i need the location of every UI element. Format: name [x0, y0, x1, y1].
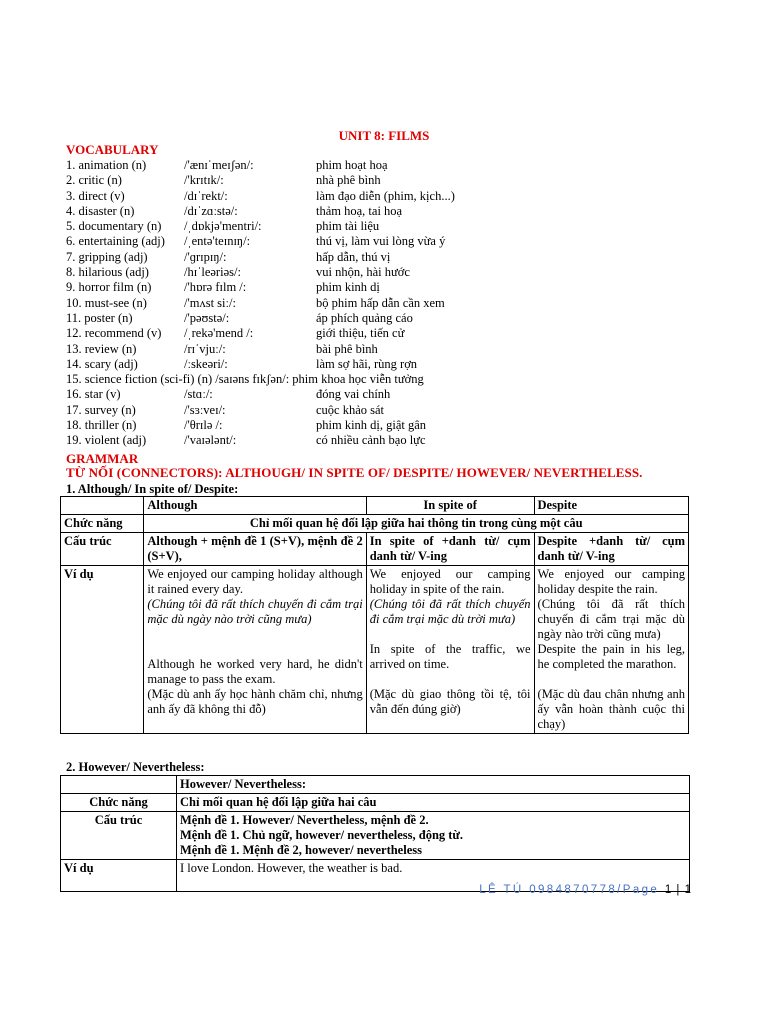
- example-cell: [366, 566, 534, 734]
- example-text: Although he worked very hard, he didn't manage to pass the exam.: [147, 657, 363, 686]
- footer-page-label: /Page: [617, 884, 660, 896]
- page-footer: [479, 884, 692, 896]
- page-title: UNIT 8: FILMS: [338, 128, 430, 143]
- table-row: [61, 812, 690, 860]
- column-header: Despite: [534, 497, 688, 515]
- structure-cell: In spite of +danh từ/ cụm danh từ/ V-ing: [366, 533, 534, 566]
- table-cell: [61, 497, 144, 515]
- table-row: [61, 533, 689, 566]
- example-translation: (Chúng tôi đã rất thích chuyến đi cắm trại mặc dù ngày nào trời cũng mưa): [147, 597, 363, 626]
- example-cell: [144, 566, 366, 734]
- example-translation: (Chúng tôi đã rất thích chuyến đi cắm trại mặc dù trời mưa): [369, 597, 531, 626]
- section2-heading: 2. However/ Nevertheless:: [66, 760, 205, 774]
- table-row: [61, 794, 690, 812]
- example-text: We enjoyed our camping holiday in spite of the rain.: [369, 567, 531, 596]
- table-row: [61, 566, 689, 734]
- structure-line: Mệnh đề 1. However/ Nevertheless, mệnh đề 2.: [180, 813, 429, 827]
- example-translation: (Mặc dù giao thông tồi tệ, tôi vẫn đến đúng giờ): [369, 687, 531, 716]
- table-row: [61, 515, 689, 533]
- vocabulary-heading: VOCABULARY: [66, 142, 159, 157]
- example-text: We enjoyed our camping holiday despite the rain.: [537, 567, 685, 596]
- document-page: UNIT 8: FILMS VOCABULARY 1. animation (n) /'ænɪˈmeɪʃən/: phim hoạt hoạ 2. critic (n) /'krɪtɪk/: nhà phê bình 3. direct (v) /dɪˈrekt/: làm đạo diễn (phim, kịch...) 4. disaster (n) /dɪˈzɑːstə/: thảm hoạ, tai hoạ 5. documentary (n) /ˌdɒkjə'mentri/: phim tài liệu 6. entertaining (adj) /ˌentə'teɪnɪŋ/: thú vị, làm vui lòng vừa ý 7. gripping (adj) /'ɡrɪpɪŋ/: hấp dẫn, thú vị 8. hilarious (adj) /hɪˈleəriəs/: vui nhộn, hài hước 9. horror film (n) /'hɒrə fɪlm /: phim kinh dị 10. must-see (n) /'mʌst siː/: bộ phim hấp dẫn cần xem 11. poster (n) /'pəʊstə/: áp phích quảng cáo 12. recommend (v) /ˌrekə'mend /: giới thiệu, tiến cử 13. review (n) /rɪˈvjuː/: bài phê bình 14. scary (adj) /ːskeəri/: làm sợ hãi, rùng rợn 15. science fiction (sci-fi) (n) /saɪəns fɪkʃən/: phim khoa học viễn tưởng 16. star (v) /stɑː/: đóng vai chính 17. survey (n) /'sɜːveɪ/: cuộc khảo sát 18. thriller (n) /'θrɪlə /: phim kinh dị, giật gân 19. violent (adj) /'vaɪələnt/: có nhiều cảnh bạo lực GRAMMAR TỪ NỐI (CONNECTORS): ALTHOUGH/ IN SPITE OF/ DESPITE/ HOWEVER/ NEVERTHELESS. 1. Although/ In spite of/ Despite: Although In spite of Despite Chức năng Chỉ mối quan hệ đối lập giữa hai thông tin trong cùng một câu Cấu trúc Although + mệnh đề 1 (S+V), mệnh đề 2 (S+V), In spite of +danh từ/ cụm danh từ/ V-ing Despite +danh từ/ cụm danh từ/ V-ing Ví dụ We enjoyed our camping holiday although it rained every day. (Chúng tôi đã rất thích chuyến đi cắm trại mặc dù ngày nào trời cũng mưa) Although he worked very hard, he didn't manage to pass the exam. (Mặc dù anh ấy học hành chăm chỉ, nhưng anh ấy đã không thi đỗ) We enjoyed our camping holiday in spite of the rain. (Chúng tôi đã rất thích chuyến đi cắm trại mặc dù trời mưa) In spite of the traffic, we arrived on time. (Mặc dù giao thông tồi tệ, tôi vẫn đến đúng giờ) We enjoyed our camping holiday despite the rain. (Chúng tôi đã rất thích chuyến đi cắm trại mặc dù ngày nào trời cũng mưa) Despite the pain in his leg, he completed the marathon. (Mặc dù đau chân nhưng anh ấy vẫn hoàn thành cuộc thi chạy) 2. However/ Nevertheless: However/ Nevertheless: Chức năng Chỉ mối quan hệ đối lập giữa hai câu Cấu trúc Mệnh đề 1. However/ Nevertheless, mệnh đề 2. Mệnh đề 1. Chủ ngữ, however/ nevertheless, động từ. Mệnh đề 1. Mệnh đề 2, however/ nevertheless Ví dụ I love London. However, the weather is bad. LÊ TÚ 0984870778/Page 1 | 1: [0, 0, 768, 1024]
- table-cell: [61, 776, 177, 794]
- structure-line: Mệnh đề 1. Mệnh đề 2, however/ nevertheless: [180, 843, 422, 857]
- example-translation: (Mặc dù anh ấy học hành chăm chỉ, nhưng anh ấy đã không thi đỗ): [147, 687, 363, 716]
- row-label: Chức năng: [61, 794, 177, 812]
- row-label: Cấu trúc: [61, 812, 177, 860]
- structure-line: Mệnh đề 1. Chủ ngữ, however/ nevertheless, động từ.: [180, 828, 464, 842]
- footer-author: LÊ TÚ 0984870778: [479, 884, 618, 896]
- row-label: Ví dụ: [61, 566, 144, 734]
- row-label: Ví dụ: [61, 860, 177, 892]
- however-table: [60, 775, 690, 892]
- structure-cell: Despite +danh từ/ cụm danh từ/ V-ing: [534, 533, 688, 566]
- example-text: We enjoyed our camping holiday although it rained every day.: [147, 567, 363, 596]
- column-header: Although: [144, 497, 366, 515]
- function-text: Chỉ mối quan hệ đối lập giữa hai câu: [177, 794, 690, 812]
- column-header: However/ Nevertheless:: [177, 776, 690, 794]
- section1-heading: 1. Although/ In spite of/ Despite:: [66, 482, 239, 496]
- connectors-heading: TỪ NỐI (CONNECTORS): ALTHOUGH/ IN SPITE OF/ DESPITE/ HOWEVER/ NEVERTHELESS.: [66, 465, 643, 480]
- example-text: In spite of the traffic, we arrived on time.: [369, 642, 531, 671]
- row-label: Cấu trúc: [61, 533, 144, 566]
- function-text: Chỉ mối quan hệ đối lập giữa hai thông tin trong cùng một câu: [144, 515, 689, 533]
- row-label: Chức năng: [61, 515, 144, 533]
- column-header: In spite of: [366, 497, 534, 515]
- example-translation: (Chúng tôi đã rất thích chuyến đi cắm trại mặc dù ngày nào trời cũng mưa): [537, 597, 685, 641]
- structure-cell: Although + mệnh đề 1 (S+V), mệnh đề 2 (S+V),: [144, 533, 366, 566]
- example-text: Despite the pain in his leg, he completed the marathon.: [537, 642, 685, 671]
- example-cell: [534, 566, 688, 734]
- table-row: [61, 497, 689, 515]
- grammar-heading: GRAMMAR: [66, 451, 139, 466]
- although-table: [60, 496, 689, 734]
- table-row: [61, 776, 690, 794]
- structure-cell: [177, 812, 690, 860]
- example-translation: (Mặc dù đau chân nhưng anh ấy vẫn hoàn thành cuộc thi chạy): [537, 687, 685, 731]
- footer-page-number: 1 | 1: [664, 884, 692, 896]
- example-cell: I love London. However, the weather is bad.: [177, 860, 690, 892]
